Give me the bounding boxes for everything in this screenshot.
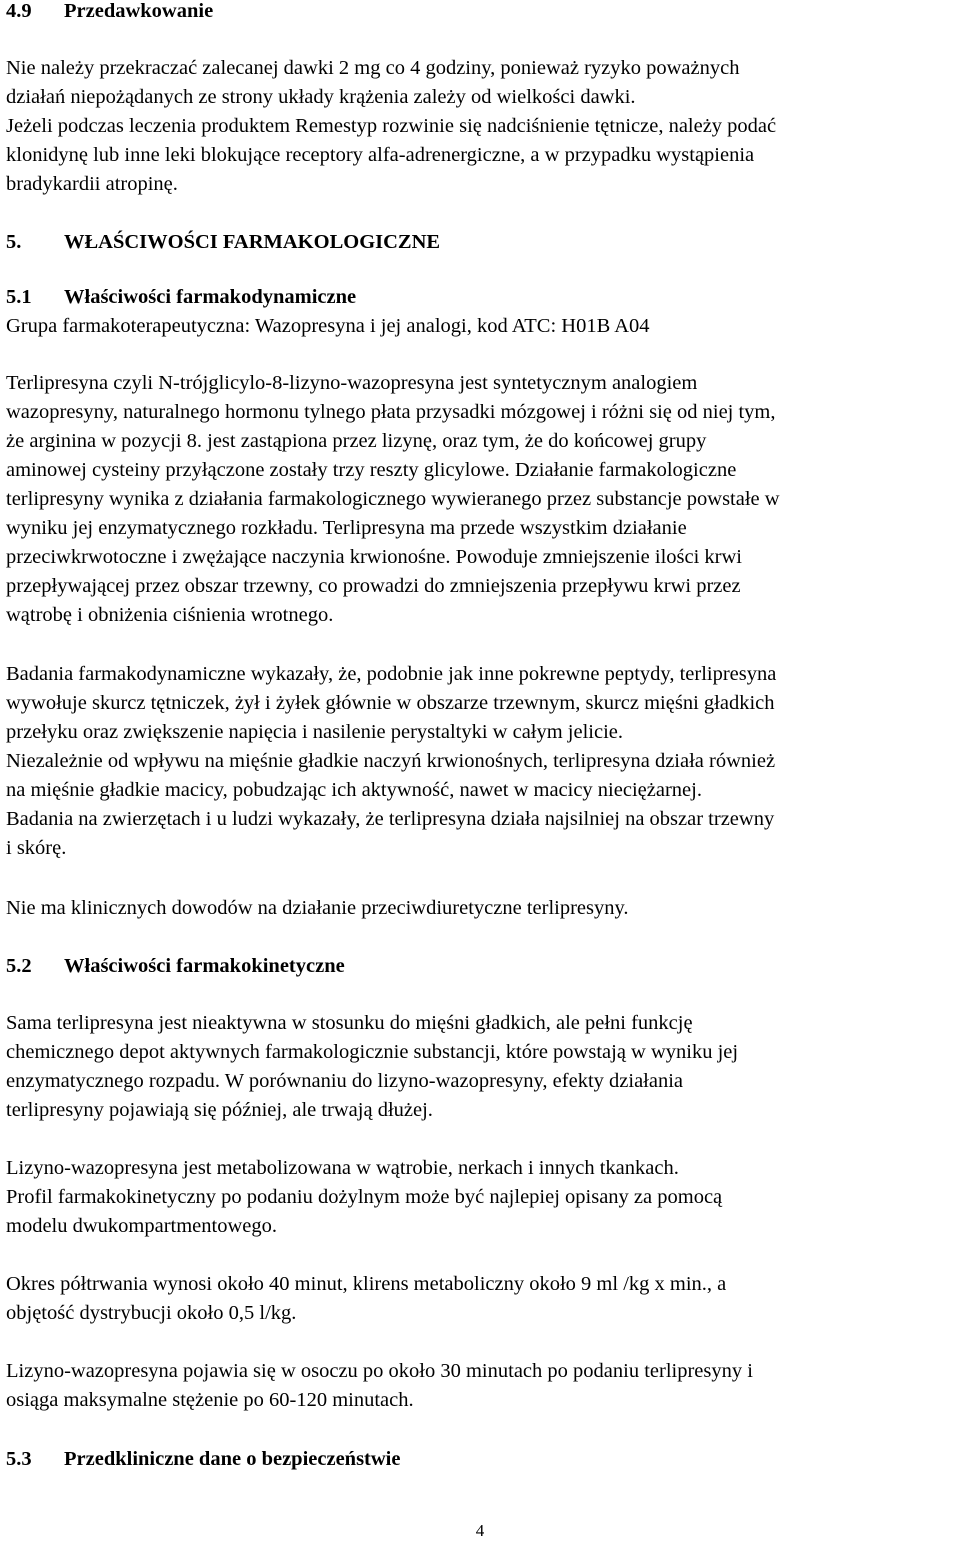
- text-line: Lizyno-wazopresyna jest metabolizowana w wątrobie, nerkach i innych tkankach.: [6, 1157, 679, 1179]
- text-line: Sama terlipresyna jest nieaktywna w stosunku do mięśni gładkich, ale pełni funkcję: [6, 1012, 693, 1034]
- text-line: Terlipresyna czyli N-trójglicylo-8-lizyno-wazopresyna jest syntetycznym analogiem: [6, 372, 698, 394]
- text-line: bradykardii atropinę.: [6, 173, 178, 195]
- text-line: wywołuje skurcz tętniczek, żył i żyłek głównie w obszarze trzewnym, skurcz mięśni gładkich: [6, 692, 775, 714]
- section-title: WŁAŚCIWOŚCI FARMAKOLOGICZNE: [64, 231, 441, 253]
- section-title: Przedkliniczne dane o bezpieczeństwie: [64, 1448, 401, 1470]
- atc-line: Grupa farmakoterapeutyczna: Wazopresyna i jej analogi, kod ATC: H01B A04: [6, 315, 650, 337]
- section-heading-5-2: [6, 952, 345, 981]
- text-line: Badania na zwierzętach i u ludzi wykazały, że terlipresyna działa najsilniej na obszar trzewny: [6, 808, 775, 830]
- text-line: objętość dystrybucji około 0,5 l/kg.: [6, 1302, 297, 1324]
- text-line: przeciwkrwotoczne i zwężające naczynia krwionośne. Powoduje zmniejszenie ilości krwi: [6, 546, 742, 568]
- text-line: wazopresyny, naturalnego hormonu tylnego płata przysadki mózgowej i różni się od niej tym,: [6, 401, 776, 423]
- section-heading-5-1: [6, 283, 356, 312]
- text-line: przepływającej przez obszar trzewny, co prowadzi do zmniejszenia przepływu krwi przez: [6, 575, 741, 597]
- text-line: terlipresyny pojawiają się później, ale trwają dłużej.: [6, 1099, 433, 1121]
- text-line: i skórę.: [6, 837, 67, 859]
- text-line: Badania farmakodynamiczne wykazały, że, podobnie jak inne pokrewne peptydy, terlipresyna: [6, 663, 777, 685]
- section-number: 5.: [6, 231, 22, 253]
- text-line: na mięśnie gładkie macicy, pobudzając ich aktywność, nawet w macicy nieciężarnej.: [6, 779, 702, 801]
- section-number: 4.9: [6, 0, 32, 22]
- section-heading-4-9: [6, 0, 213, 26]
- text-line: przełyku oraz zwiększenie napięcia i nasilenie perystaltyki w całym jelicie.: [6, 721, 624, 743]
- text-line: osiąga maksymalne stężenie po 60-120 minutach.: [6, 1389, 414, 1411]
- text-line: Profil farmakokinetyczny po podaniu dożylnym może być najlepiej opisany za pomocą: [6, 1186, 723, 1208]
- section-number: 5.3: [6, 1448, 32, 1470]
- diuretic-paragraph: Nie ma klinicznych dowodów na działanie przeciwdiuretyczne terlipresyny.: [6, 897, 629, 919]
- text-line: wyniku jej enzymatycznego rozkładu. Terlipresyna ma przede wszystkim działanie: [6, 517, 687, 539]
- section-title: Właściwości farmakokinetyczne: [64, 955, 345, 977]
- section-number: 5.1: [6, 286, 32, 308]
- section-title: Właściwości farmakodynamiczne: [64, 286, 357, 308]
- section-heading-5: [6, 228, 440, 257]
- text-line: Jeżeli podczas leczenia produktem Remestyp rozwinie się nadciśnienie tętnicze, należy podać: [6, 115, 777, 137]
- text-line: wątrobę i obniżenia ciśnienia wrotnego.: [6, 604, 334, 626]
- text-line: klonidynę lub inne leki blokujące receptory alfa-adrenergiczne, a w przypadku wystąpienia: [6, 144, 755, 166]
- text-line: Nie należy przekraczać zalecanej dawki 2 mg co 4 godziny, ponieważ ryzyko poważnych: [6, 57, 740, 79]
- text-line: Lizyno-wazopresyna pojawia się w osoczu po około 30 minutach po podaniu terlipresyny i: [6, 1360, 753, 1382]
- section-title: Przedawkowanie: [64, 0, 214, 22]
- text-line: Niezależnie od wpływu na mięśnie gładkie naczyń krwionośnych, terlipresyna działa również: [6, 750, 776, 772]
- text-line: działań niepożądanych ze strony układy krążenia zależy od wielkości dawki.: [6, 86, 636, 108]
- text-line: terlipresyny wynika z działania farmakologicznego wywieranego przez substancje powstałe w: [6, 488, 780, 510]
- section-heading-5-3: [6, 1445, 400, 1474]
- text-line: że arginina w pozycji 8. jest zastąpiona przez lizynę, oraz tym, że do końcowej grupy: [6, 430, 707, 452]
- text-line: enzymatycznego rozpadu. W porównaniu do lizyno-wazopresyny, efekty działania: [6, 1070, 684, 1092]
- page-number: 4: [475, 1521, 485, 1540]
- text-line: aminowej cysteiny przyłączone zostały trzy reszty glicylowe. Działanie farmakologiczne: [6, 459, 737, 481]
- section-number: 5.2: [6, 955, 32, 977]
- text-line: chemicznego depot aktywnych farmakologicznie substancji, które powstają w wyniku jej: [6, 1041, 739, 1063]
- text-line: Okres półtrwania wynosi około 40 minut, klirens metaboliczny około 9 ml /kg x min., a: [6, 1273, 727, 1295]
- text-line: modelu dwukompartmentowego.: [6, 1215, 278, 1237]
